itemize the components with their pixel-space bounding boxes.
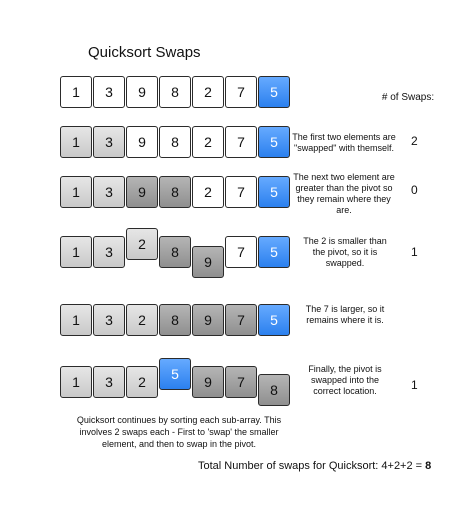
array-cell: 8 <box>159 76 191 108</box>
array-cell: 5 <box>258 304 290 336</box>
array-cell: 5 <box>258 76 290 108</box>
array-cell: 7 <box>225 366 257 398</box>
array-cell: 1 <box>60 304 92 336</box>
step-explanation: The 2 is smaller than the pivot, so it is swapped. <box>303 236 387 268</box>
array-cell: 9 <box>126 76 158 108</box>
array-cell: 8 <box>258 374 290 406</box>
array-cell: 1 <box>60 126 92 158</box>
array-cell: 2 <box>192 126 224 158</box>
total-swaps-label: Total Number of swaps for Quicksort: 4+2+2 = <box>198 460 426 472</box>
array-cell: 8 <box>159 176 191 208</box>
swap-count: 1 <box>411 245 418 259</box>
array-cell: 5 <box>258 176 290 208</box>
array-cell: 2 <box>192 176 224 208</box>
swap-count: 2 <box>411 134 418 148</box>
array-cell: 9 <box>192 304 224 336</box>
array-cell: 1 <box>60 76 92 108</box>
array-cell: 3 <box>93 304 125 336</box>
array-cell: 1 <box>60 236 92 268</box>
step-explanation: The next two element are greater than the pivot so they remain where they are. <box>293 172 395 215</box>
array-cell: 7 <box>225 236 257 268</box>
array-cell: 3 <box>93 126 125 158</box>
diagram-title: Quicksort Swaps <box>88 44 201 61</box>
array-cell: 2 <box>126 304 158 336</box>
array-cell: 1 <box>60 176 92 208</box>
array-cell: 8 <box>159 126 191 158</box>
step-explanation: The 7 is larger, so it remains where it is. <box>305 304 385 325</box>
swap-count: 0 <box>411 183 418 197</box>
array-cell: 5 <box>258 236 290 268</box>
footer-note: Quicksort continues by sorting each sub-array. This involves 2 swaps each - First to 'swap' the smaller element, and then to swap in the pivot. <box>76 415 282 449</box>
array-cell: 7 <box>225 126 257 158</box>
array-cell: 1 <box>60 366 92 398</box>
swap-count: 1 <box>411 378 418 392</box>
array-cell: 3 <box>93 76 125 108</box>
array-cell: 9 <box>192 246 224 278</box>
array-cell: 7 <box>225 304 257 336</box>
total-swaps-value: 8 <box>425 460 432 472</box>
array-cell: 7 <box>225 176 257 208</box>
step-explanation: Finally, the pivot is swapped into the correct location. <box>308 364 382 396</box>
array-cell: 9 <box>192 366 224 398</box>
array-cell: 5 <box>159 358 191 390</box>
array-cell: 8 <box>159 236 191 268</box>
array-cell: 3 <box>93 176 125 208</box>
array-cell: 2 <box>126 366 158 398</box>
array-cell: 3 <box>93 236 125 268</box>
array-cell: 2 <box>126 228 158 260</box>
total-swaps <box>198 460 431 472</box>
array-cell: 8 <box>159 304 191 336</box>
array-cell: 5 <box>258 126 290 158</box>
array-cell: 9 <box>126 176 158 208</box>
array-cell: 3 <box>93 366 125 398</box>
step-explanation: The first two elements are "swapped" with themself. <box>292 132 396 153</box>
array-cell: 9 <box>126 126 158 158</box>
swaps-column-header: # of Swaps: <box>381 92 435 103</box>
array-cell: 7 <box>225 76 257 108</box>
array-cell: 2 <box>192 76 224 108</box>
